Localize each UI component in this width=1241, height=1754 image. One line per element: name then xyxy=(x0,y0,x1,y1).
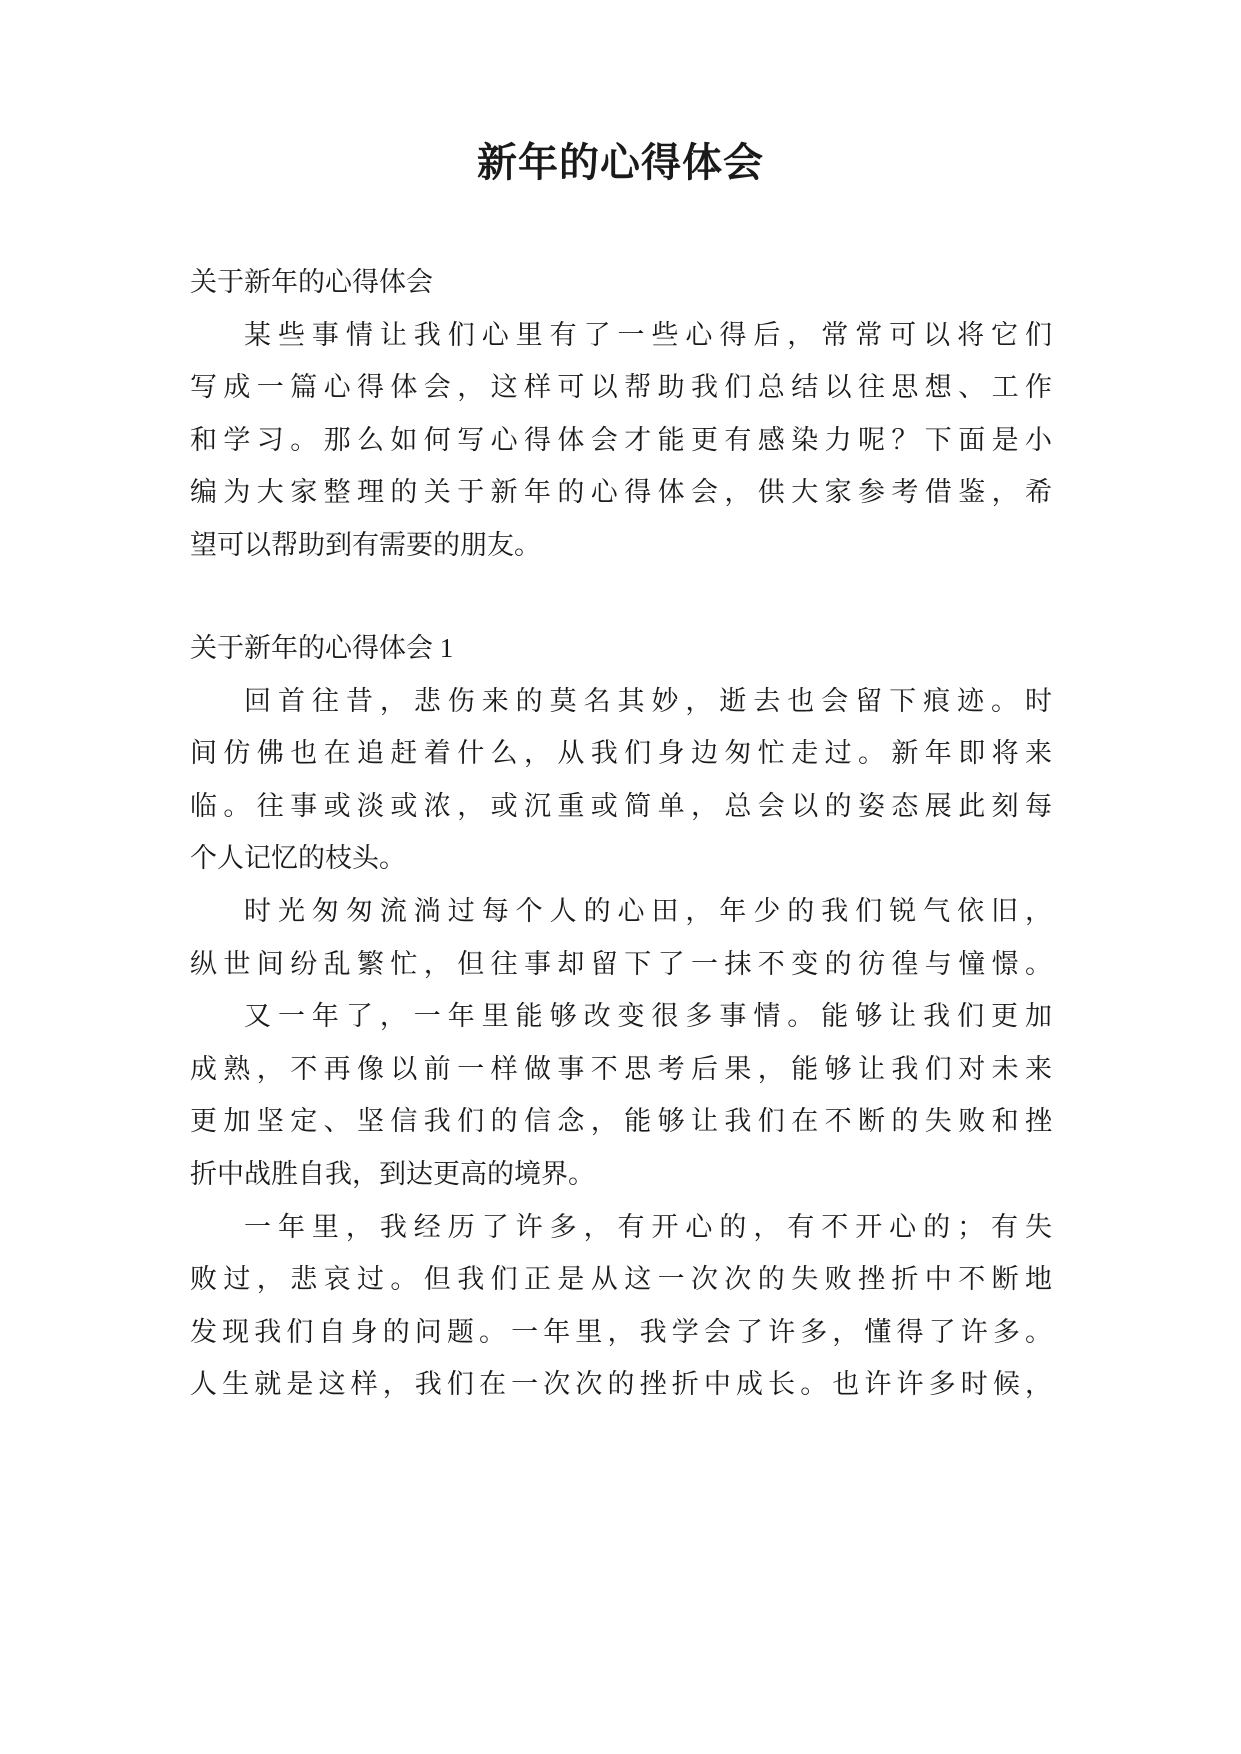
text-line: 某些事情让我们心里有了一些心得后，常常可以将它们 xyxy=(244,319,1052,350)
section-heading: 关于新年的心得体会 xyxy=(190,267,433,297)
document-title: 新年的心得体会 xyxy=(477,140,764,185)
intro-section xyxy=(190,256,1052,572)
essay-section-1 xyxy=(190,622,1052,1411)
text-line: 临。往事或淡或浓，或沉重或简单，总会以的姿态展此刻每 xyxy=(190,790,1052,821)
text-line: 个人记忆的枝头。 xyxy=(190,843,406,874)
text-line: 望可以帮助到有需要的朋友。 xyxy=(190,529,541,560)
text-line: 间仿佛也在追赶着什么，从我们身边匆忙走过。新年即将来 xyxy=(190,738,1052,769)
text-line: 败过，悲哀过。但我们正是从这一次次的失败挫折中不断地 xyxy=(190,1264,1052,1295)
text-line: 一年里，我经历了许多，有开心的，有不开心的；有失 xyxy=(244,1211,1052,1242)
text-line: 更加坚定、坚信我们的信念，能够让我们在不断的失败和挫 xyxy=(190,1106,1052,1137)
text-line: 成熟，不再像以前一样做事不思考后果，能够让我们对未来 xyxy=(190,1053,1052,1084)
paragraph xyxy=(190,675,1052,885)
text-line: 回首往昔，悲伤来的莫名其妙，逝去也会留下痕迹。时 xyxy=(244,685,1052,716)
text-line: 人生就是这样，我们在一次次的挫折中成长。也许许多时候， xyxy=(190,1369,1052,1400)
text-line: 又一年了，一年里能够改变很多事情。能够让我们更加 xyxy=(244,1001,1052,1032)
text-line: 发现我们自身的问题。一年里，我学会了许多，懂得了许多。 xyxy=(190,1316,1052,1347)
text-line: 折中战胜自我，到达更高的境界。 xyxy=(190,1158,595,1189)
section-heading: 关于新年的心得体会 1 xyxy=(190,633,454,663)
text-line: 纵世间纷乱繁忙，但往事却留下了一抹不变的彷徨与憧憬。 xyxy=(190,948,1052,979)
paragraph xyxy=(190,990,1052,1200)
paragraph xyxy=(190,885,1052,990)
text-line: 编为大家整理的关于新年的心得体会，供大家参考借鉴，希 xyxy=(190,477,1052,508)
paragraph xyxy=(190,1201,1052,1411)
text-line: 写成一篇心得体会，这样可以帮助我们总结以往思想、工作 xyxy=(190,372,1052,403)
paragraph xyxy=(190,309,1052,572)
text-line: 时光匆匆流淌过每个人的心田，年少的我们锐气依旧， xyxy=(244,895,1052,926)
text-line: 和学习。那么如何写心得体会才能更有感染力呢？下面是小 xyxy=(190,424,1052,455)
